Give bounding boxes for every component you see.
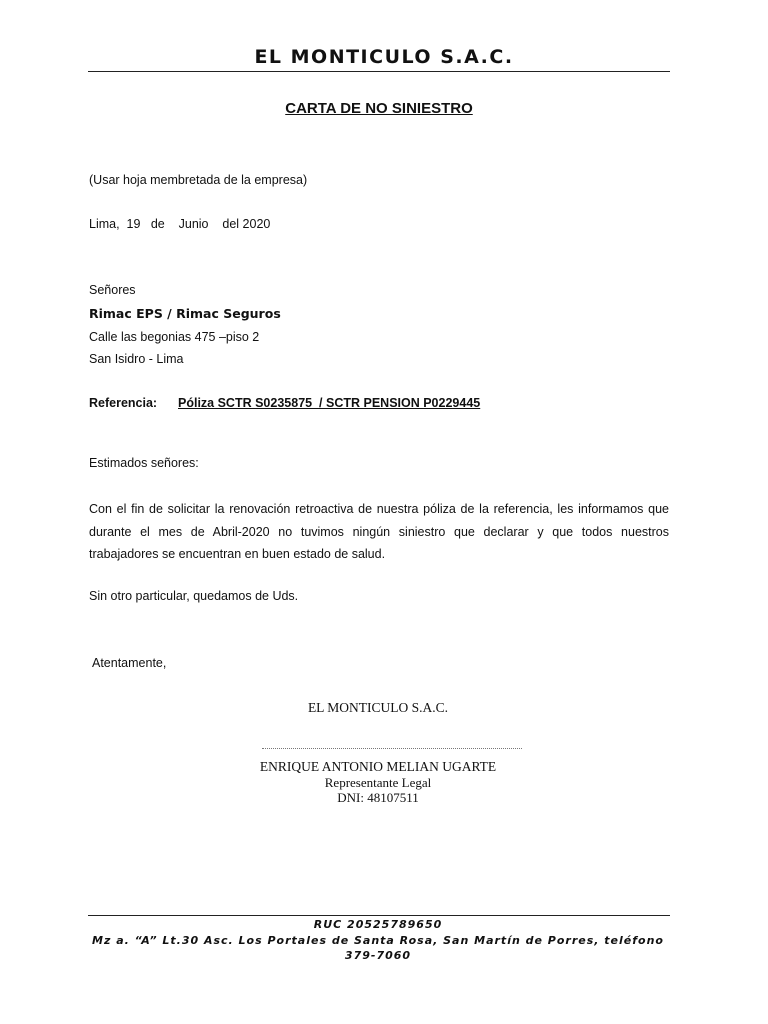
document-title: CARTA DE NO SINIESTRO — [285, 100, 473, 117]
body-paragraph: Con el fin de solicitar la renovación retroactiva de nuestra póliza de la referencia, les informamos que durante el mes de Abril-2020 no tuvimos ningún siniestro que declarar y que todos nuestros trabajadores se encuentran en buen estado de salud. — [89, 502, 669, 561]
greeting: Estimados señores: — [89, 456, 199, 470]
instruction-text: (Usar hoja membretada de la empresa) — [89, 173, 308, 187]
signature-line — [262, 748, 522, 749]
recipient-salutation: Señores — [89, 283, 136, 297]
letterhead-company: EL MONTICULO S.A.C. — [254, 46, 514, 68]
date-line: Lima, 19 de Junio del 2020 — [89, 217, 271, 231]
footer-divider — [88, 915, 670, 916]
header-divider — [88, 71, 670, 72]
reference-label: Referencia: — [89, 396, 158, 410]
recipient-name: Rimac EPS / Rimac Seguros — [89, 306, 281, 321]
signatory-role: Representante Legal — [324, 775, 432, 790]
recipient-address-line-2: San Isidro - Lima — [89, 352, 184, 366]
signatory-dni: DNI: 48107511 — [337, 790, 419, 805]
closing-line: Sin otro particular, quedamos de Uds. — [89, 589, 299, 603]
signatory-name: ENRIQUE ANTONIO MELIAN UGARTE — [259, 759, 497, 774]
reference-value: Póliza SCTR S0235875 / SCTR PENSION P0229445 — [178, 396, 481, 410]
footer-ruc: RUC 20525789650 — [313, 918, 443, 931]
signoff: Atentamente, — [92, 656, 167, 670]
recipient-address-line-1: Calle las begonias 475 –piso 2 — [89, 330, 260, 344]
signature-company: EL MONTICULO S.A.C. — [307, 700, 449, 715]
footer-address: Mz a. “A” Lt.30 Asc. Los Portales de Santa Rosa, San Martín de Porres, teléfono 379-7060 — [92, 934, 664, 962]
